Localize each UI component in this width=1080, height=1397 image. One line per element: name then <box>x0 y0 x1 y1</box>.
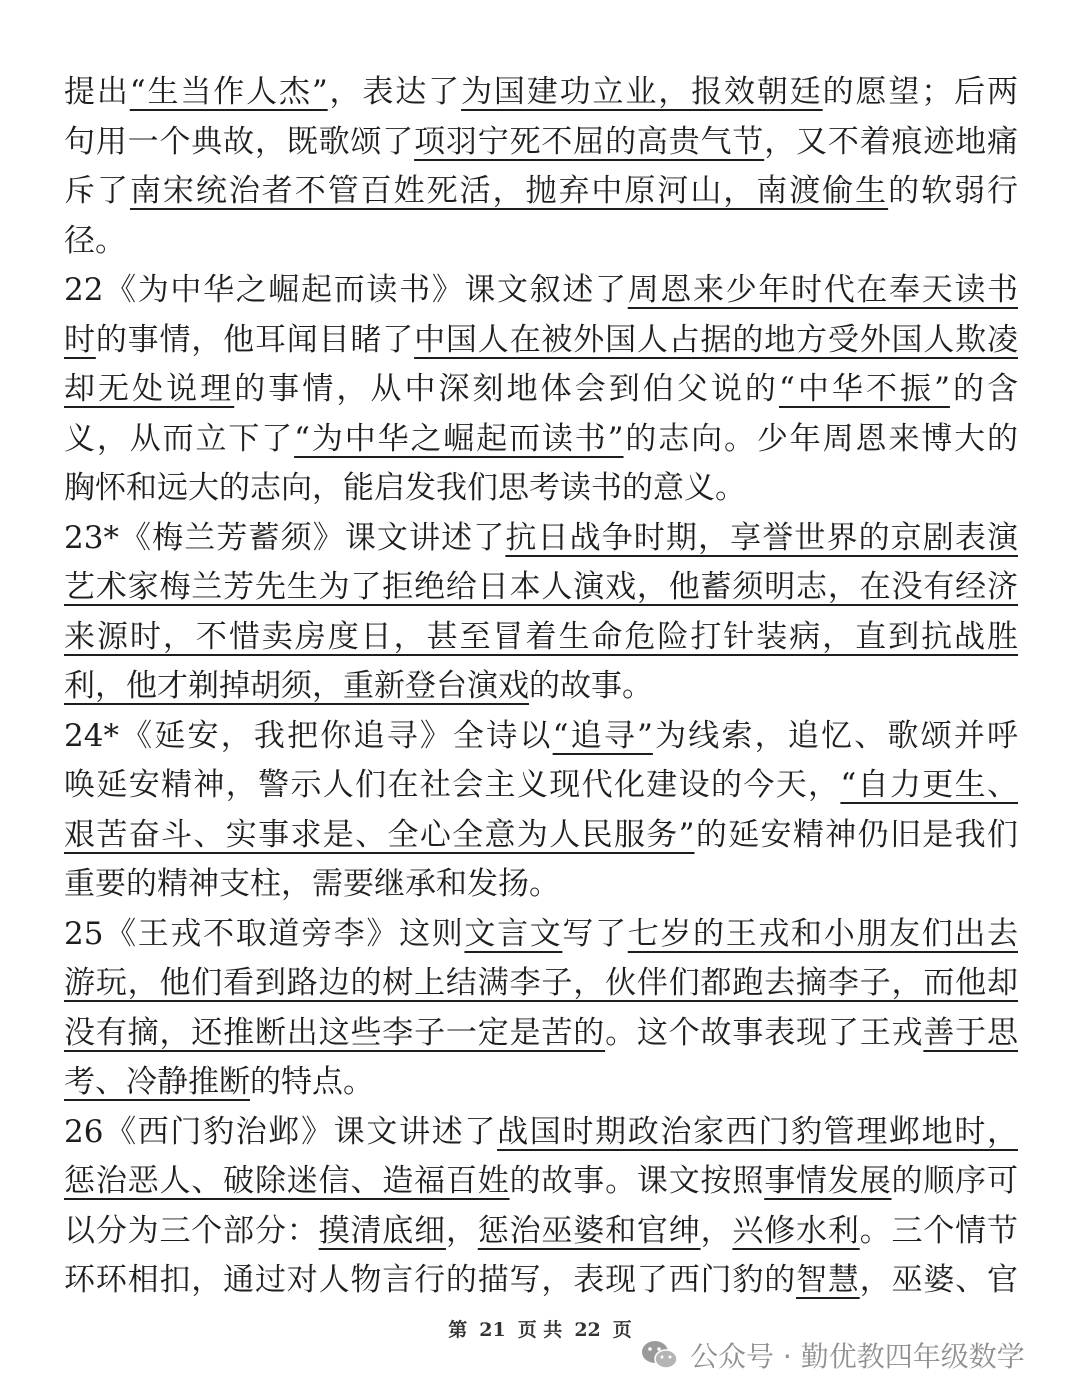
text-line <box>64 613 1018 663</box>
underlined-answer: 兴修水利 <box>732 1212 860 1249</box>
underlined-answer: 文言文 <box>464 915 563 952</box>
underlined-answer: “为中华之崛起而读书” <box>294 420 624 457</box>
text-line <box>64 860 1018 910</box>
underlined-answer: 却无处说理 <box>64 371 235 407</box>
text-line <box>64 68 1018 118</box>
underlined-answer: 时 <box>64 321 96 358</box>
underlined-answer: 七岁的王戎和小朋友们出去 <box>627 915 1018 952</box>
text-run: 23*《梅兰芳蓄须》课文讲述了 <box>64 519 506 556</box>
text-line <box>64 514 1018 564</box>
text-run: 。这个故事表现了王戎 <box>605 1014 924 1051</box>
text-run: 的事情，他耳闻目睹了 <box>95 321 415 358</box>
text-run: 胸怀和远大的志向，能启发我们思考读书的意义。 <box>64 470 746 506</box>
text-run: 22《为中华之崛起而读书》课文叙述了 <box>64 272 628 308</box>
text-run: 26《西门豹治邺》课文讲述了 <box>64 1113 498 1150</box>
text-run: 的含 <box>949 371 1018 407</box>
text-run: ， <box>445 1212 478 1249</box>
text-line <box>64 1256 1018 1306</box>
watermark-text: 公众号 · 勤优教四年级数学 <box>690 1340 1025 1373</box>
text-line <box>64 365 1018 415</box>
text-run: 径。 <box>64 222 126 259</box>
text-line <box>64 316 1018 366</box>
text-run: 25《王戎不取道旁李》这则 <box>64 915 465 952</box>
underlined-answer: 惩治恶人、破除迷信、造福百姓 <box>64 1163 510 1199</box>
text-line <box>64 910 1018 960</box>
text-run: 的特点。 <box>250 1064 374 1100</box>
text-run: 为线索，追忆、歌颂并呼 <box>652 717 1018 754</box>
text-line <box>64 1157 1018 1207</box>
underlined-answer: 事情发展 <box>764 1163 892 1199</box>
underlined-answer: 艰苦奋斗、实事求是、全心全意为人民服务” <box>64 816 695 853</box>
text-run: 提出 <box>64 74 130 110</box>
underlined-answer: 中国人在被外国人占据的地方受外国人欺凌 <box>414 321 1018 358</box>
underlined-answer: 善于思 <box>923 1014 1018 1051</box>
text-run: 斥了 <box>64 173 130 209</box>
text-line <box>64 563 1018 613</box>
text-run: ， <box>700 1212 733 1249</box>
underlined-answer: “追寻” <box>552 717 653 754</box>
text-run: 义，从而立下了 <box>64 420 295 457</box>
text-run: 唤延安精神，警示人们在社会主义现代化建设的今天， <box>64 767 841 803</box>
text-run: ，巫婆、官 <box>859 1262 1018 1298</box>
text-line <box>64 1058 1018 1108</box>
text-run: 的顺序可 <box>891 1163 1018 1199</box>
underlined-answer: 游玩，他们看到路边的树上结满李子，伙伴们都跑去摘李子，而他却 <box>64 965 1018 1001</box>
wechat-icon <box>640 1338 680 1372</box>
footer-prefix: 第 <box>448 1319 468 1341</box>
footer-mid: 页 共 <box>517 1319 563 1341</box>
text-run: ，表达了 <box>327 74 462 110</box>
text-line <box>64 811 1018 861</box>
text-line <box>64 118 1018 168</box>
underlined-answer: 抗日战争时期，享誉世界的京剧表演 <box>505 519 1018 556</box>
text-run: 的延安精神仍旧是我们 <box>694 816 1018 853</box>
footer-page-number: 21 <box>479 1319 506 1341</box>
text-line <box>64 662 1018 712</box>
underlined-answer: 周恩来少年时代在奉天读书 <box>627 272 1018 308</box>
underlined-answer: 利，他才剃掉胡须，重新登台演戏 <box>64 668 529 704</box>
underlined-answer: “生当作人杰” <box>129 74 328 110</box>
text-line <box>64 1009 1018 1059</box>
document-body <box>64 68 1018 1306</box>
text-line <box>64 712 1018 762</box>
underlined-answer: 摸清底细 <box>318 1212 446 1249</box>
text-run: 写了 <box>562 915 628 952</box>
underlined-answer: 项羽宁死不屈的高贵气节 <box>414 123 765 160</box>
text-run: 句用一个典故，既歌颂了 <box>64 123 415 160</box>
text-line <box>64 266 1018 316</box>
text-line <box>64 1207 1018 1257</box>
underlined-answer: 来源时，不惜卖房度日，甚至冒着生命危险打针装病，直到抗战胜 <box>64 618 1018 655</box>
underlined-answer: 艺术家梅兰芳先生为了拒绝给日本人演戏，他蓄须明志，在没有经济 <box>64 569 1018 605</box>
underlined-answer: 智慧 <box>796 1262 860 1298</box>
text-line <box>64 761 1018 811</box>
text-run: 的故事。 <box>529 668 653 704</box>
text-line <box>64 959 1018 1009</box>
text-run: 以分为三个部分： <box>64 1212 319 1249</box>
text-line <box>64 1108 1018 1158</box>
text-run: 的事情，从中深刻地体会到伯父说的 <box>234 371 779 407</box>
watermark <box>640 1333 1025 1377</box>
footer-suffix: 页 <box>612 1319 632 1341</box>
underlined-answer: 为国建功立业，报效朝廷 <box>461 74 823 110</box>
underlined-answer: 南宋统治者不管百姓死活，抛弃中原河山，南渡偷生 <box>129 173 889 209</box>
text-line <box>64 464 1018 514</box>
text-run: ，又不着痕迹地痛 <box>764 123 1018 160</box>
text-line <box>64 415 1018 465</box>
underlined-answer: 惩治巫婆和官绅 <box>477 1212 701 1249</box>
text-run: 的志向。少年周恩来博大的 <box>623 420 1018 457</box>
text-run: 24*《延安，我把你追寻》全诗以 <box>64 717 553 754</box>
underlined-answer: “中华不振” <box>778 371 950 407</box>
text-run: 重要的精神支柱，需要继承和发扬。 <box>64 866 560 902</box>
text-run: 。三个情节 <box>859 1212 1018 1249</box>
underlined-answer: “自力更生、 <box>840 767 1018 803</box>
text-run: 的愿望；后两 <box>822 74 1018 110</box>
text-run: 的故事。课文按照 <box>509 1163 765 1199</box>
text-line <box>64 217 1018 267</box>
underlined-answer: 没有摘，还推断出这些李子一定是苦的 <box>64 1014 606 1051</box>
underlined-answer: 战国时期政治家西门豹管理邺地时， <box>497 1113 1018 1150</box>
text-run: 环环相扣，通过对人物言行的描写，表现了西门豹的 <box>64 1262 797 1298</box>
underlined-answer: 考、冷静推断 <box>64 1064 250 1100</box>
text-line <box>64 167 1018 217</box>
text-run: 的软弱行 <box>888 173 1018 209</box>
footer-total-pages: 22 <box>574 1319 601 1341</box>
